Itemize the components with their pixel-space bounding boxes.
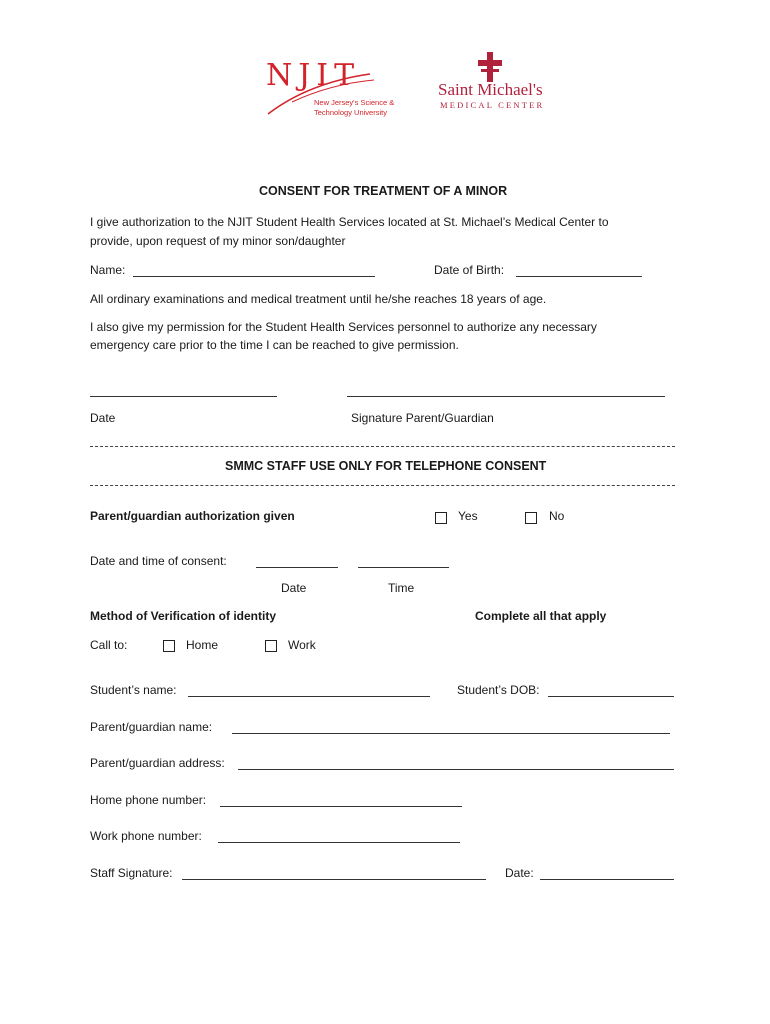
njit-tagline-2: Technology University [314,108,387,117]
intro-text-2: provide, upon request of my minor son/daughter [90,234,346,248]
form-title: CONSENT FOR TREATMENT OF A MINOR [259,184,508,198]
work-phone-label: Work phone number: [90,829,202,843]
date-label: Date [90,411,116,425]
dob-label: Date of Birth: [434,263,505,277]
guardian-signature-field[interactable] [347,396,665,397]
call-to-label: Call to: [90,638,128,652]
staff-heading: SMMC STAFF USE ONLY FOR TELEPHONE CONSENT [225,459,547,473]
consent-time-sublabel: Time [388,581,415,595]
staff-signature-field[interactable] [182,879,486,880]
consent-time-field[interactable] [358,567,449,568]
guardian-name-label: Parent/guardian name: [90,720,213,734]
student-name-label: Student’s name: [90,683,177,697]
final-date-label: Date: [505,866,534,880]
complete-label: Complete all that apply [475,609,607,623]
verification-label: Method of Verification of identity [90,609,276,623]
njit-wordmark: NJIT [266,58,361,93]
permission-text-1: I also give my permission for the Student Health Services personnel to authorize any necessary [90,320,597,334]
home-label: Home [186,638,219,652]
cross-icon [478,52,502,82]
divider-top [90,446,675,447]
home-phone-field[interactable] [220,806,462,807]
permission-text-2: emergency care prior to the time I can be reached to give permission. [90,338,459,352]
no-label: No [549,509,565,523]
signature-label: Signature Parent/Guardian [351,411,494,425]
ordinary-text: All ordinary examinations and medical treatment until he/she reaches 18 years of age. [90,292,547,306]
guardian-address-label: Parent/guardian address: [90,756,225,770]
student-dob-label: Student’s DOB: [457,683,540,697]
dob-field[interactable] [516,276,642,277]
consent-date-sublabel: Date [281,581,307,595]
guardian-name-field[interactable] [232,733,670,734]
student-dob-field[interactable] [548,696,674,697]
home-phone-label: Home phone number: [90,793,207,807]
intro-text-1: I give authorization to the NJIT Student Health Services located at St. Michael’s Medical Center to [90,215,609,229]
auth-label: Parent/guardian authorization given [90,509,295,523]
guardian-address-field[interactable] [238,769,674,770]
date-signature-field[interactable] [90,396,277,397]
yes-checkbox[interactable] [435,512,447,524]
work-checkbox[interactable] [265,640,277,652]
smmc-name: Saint Michael's [438,80,543,99]
name-label: Name: [90,263,126,277]
njit-tagline-1: New Jersey's Science & [314,98,395,107]
staff-signature-label: Staff Signature: [90,866,173,880]
smmc-logo [436,50,556,112]
divider-bottom [90,485,675,486]
final-date-field[interactable] [540,879,674,880]
work-phone-field[interactable] [218,842,460,843]
home-checkbox[interactable] [163,640,175,652]
name-field[interactable] [133,276,375,277]
work-label: Work [288,638,316,652]
yes-label: Yes [458,509,478,523]
student-name-field[interactable] [188,696,430,697]
no-checkbox[interactable] [525,512,537,524]
consent-datetime-label: Date and time of consent: [90,554,227,568]
consent-date-field[interactable] [256,567,338,568]
smmc-subtitle: MEDICAL CENTER [440,100,545,110]
njit-logo [262,58,402,120]
